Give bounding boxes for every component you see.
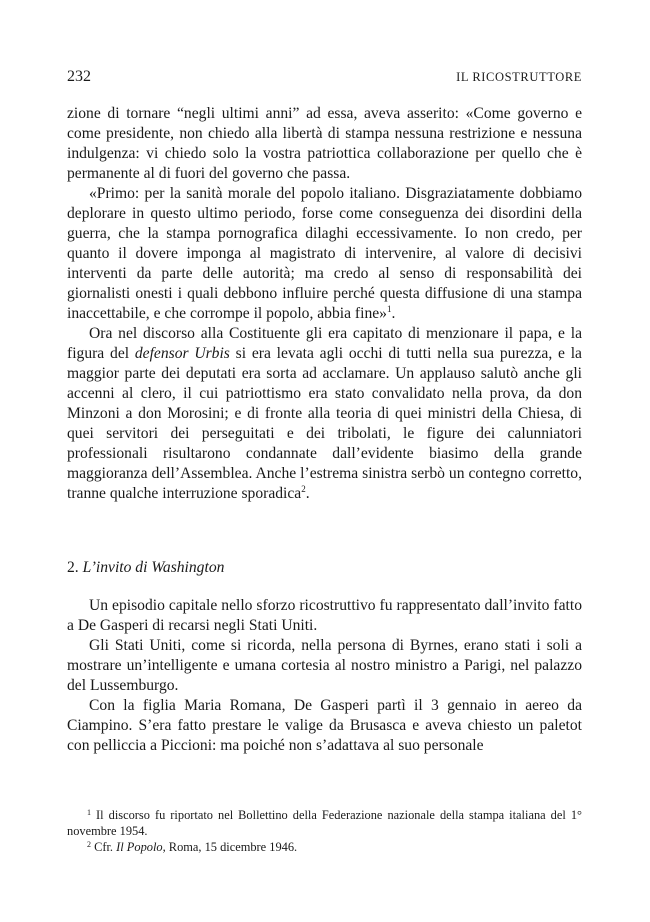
footnote: $^1$ Il discorso fu riportato nel Bollettino della Federazione nazionale della stampa italiana del 1° novembre 1954. xyxy=(67,808,582,838)
page-number: 232 xyxy=(67,68,91,85)
page-header xyxy=(67,68,582,88)
paragraph: Con la figlia Maria Romana, De Gasperi partì il 3 gennaio in aereo da Ciampino. S’era fatto prestare le valige da Brusasca e aveva chiesto un paletot con pelliccia a Piccioni: ma poiché non s’adattava al suo personale xyxy=(67,697,582,754)
footnote-number: 2 xyxy=(87,840,91,849)
italic-term: Il Popolo, xyxy=(116,840,166,854)
paragraph: Un episodio capitale nello sforzo ricostruttivo fu rappresentato dall’invito fatto a De Gasperi di recarsi negli Stati Uniti. xyxy=(67,597,582,634)
section-title: L’invito di Washington xyxy=(82,559,225,576)
running-title: IL RICOSTRUTTORE xyxy=(456,70,582,84)
footnote: $^2$ Cfr. Il Popolo, Roma, 15 dicembre 1946. xyxy=(87,840,298,854)
footnotes xyxy=(67,807,582,855)
section-heading xyxy=(67,558,582,578)
section-number: 2. xyxy=(67,559,79,576)
paragraph: Ora nel discorso alla Costituente gli era capitato di menzionare il papa, e la figura del defensor Urbis si era levata agli occhi di tutti nella sua purezza, e la maggior parte dei deputati era sorta ad acclamare. Un applauso salutò anche gli accenni al clero, il cui patriottismo era stato convalidato nella prova, da don Minzoni a don Morosini; e di fronte alla teoria di quei ministri della Chiesa, di quei servitori dei perseguitati e dei tribolati, le figure dei calunniatori professionali risultarono condannate dall’evidente biasimo della grande maggioranza dell’Assemblea. Anche l’estrema sinistra serbò un contegno corretto, tranne qualche interruzione sporadica$^2$. xyxy=(67,325,582,502)
body-text-top xyxy=(67,104,582,504)
paragraph: zione di tornare “negli ultimi anni” ad essa, aveva asserito: «Come governo e come presidente, non chiedo alla libertà di stampa nessuna restrizione e nessuna indulgenza: vi chiedo solo la vostra patriottica collaborazione per quello che è permanente al di fuori del governo che passa. xyxy=(67,105,582,182)
paragraph: «Primo: per la sanità morale del popolo italiano. Disgraziatamente dobbiamo deplorare in questo ultimo periodo, forse come conseguenza dei disordini della guerra, che la stampa pornografica dilaghi eccessivamente. Io non credo, per quanto il dovere imponga al magistrato di intervenire, al valore di decisivi interventi da parte delle autorità; ma credo al senso di responsabilità dei giornalisti onesti i quali debbono influire perché questa diffusione di una stampa inaccettabile, e che corrompe il popolo, abbia fine»$^1$. xyxy=(67,185,582,322)
body-text-bottom xyxy=(67,596,582,756)
italic-term: defensor Urbis xyxy=(134,345,230,362)
paragraph: Gli Stati Uniti, come si ricorda, nella persona di Byrnes, erano stati i soli a mostrare un’intelligente e umana cortesia al nostro ministro a Parigi, nel palazzo del Lussemburgo. xyxy=(67,637,582,694)
footnote-number: 1 xyxy=(87,808,91,817)
footnote-ref[interactable]: 1 xyxy=(386,304,392,314)
footnote-ref[interactable]: 2 xyxy=(301,484,306,494)
